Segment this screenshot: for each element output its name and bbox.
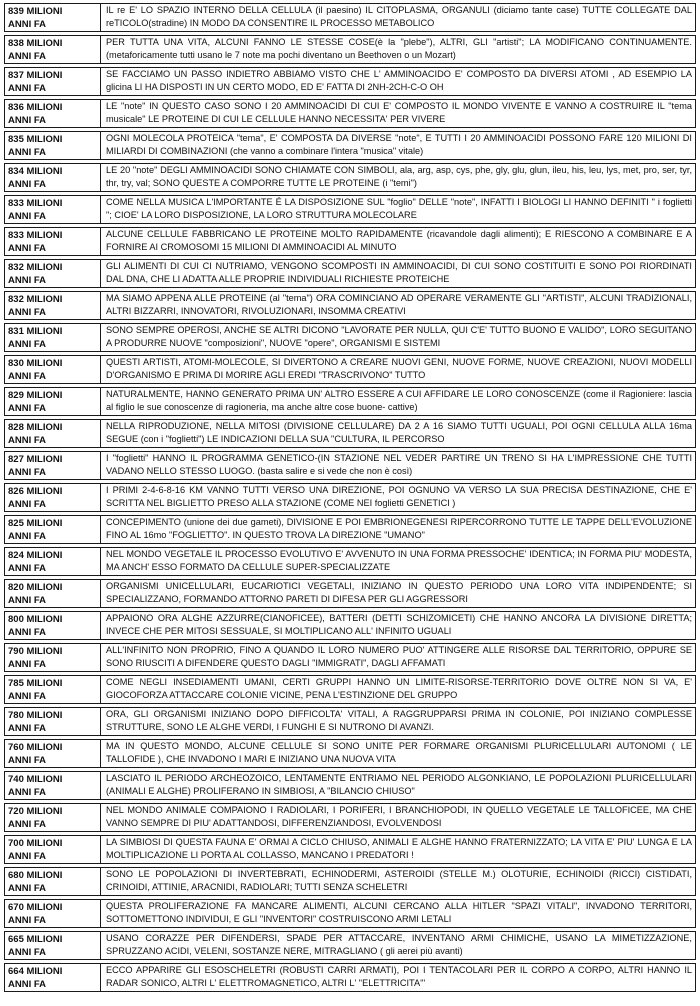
table-row [4, 99, 696, 128]
description-cell: SONO LE POPOLAZIONI DI INVERTEBRATI, ECHINODERMI, ASTEROIDI (STELLE M.) OLOTURIE, ECHINOIDI (RICCI) CISTIDATI, CRINOIDI, ATTINIE, ARACNIDI, RADIOLARI; TUTTI SENZA SCHELETRI [106, 869, 692, 893]
table-row [4, 643, 696, 672]
date-unit: ANNI FA [8, 147, 46, 158]
date-unit: ANNI FA [8, 691, 46, 702]
date-unit: ANNI FA [8, 883, 46, 894]
date-unit: ANNI FA [8, 627, 46, 638]
date-cell [5, 548, 101, 575]
description-cell: COME NELLA MUSICA L'IMPORTANTE É LA DISPOSIZIONE SUL "foglio" DELLE "note", INFATTI I BIOLOGI LI HANNO DEFINITI " i foglietti "; CIOE' LA LORO DISPOSIZIONE, LA LORO STRUTTURA MOLECOLARE [106, 197, 692, 221]
table-row [4, 419, 696, 448]
date-unit: ANNI FA [8, 403, 46, 414]
date-unit: ANNI FA [8, 819, 46, 830]
date-unit: ANNI FA [8, 211, 46, 222]
date-cell [5, 932, 101, 959]
date-unit: ANNI FA [8, 435, 46, 446]
description-cell: ALL'INFINITO NON PROPRIO, FINO A QUANDO IL LORO NUMERO PUO' ATTINGERE ALLE RISORSE DAL TERRITORIO, OPPURE SE SONO RIUSCITI A DIFENDERE QUESTO DAGLI "IMMIGRATI", DAGLI AFFAMATI [106, 645, 692, 669]
date-value: 832 MILIONI [8, 262, 63, 273]
date-cell [5, 708, 101, 735]
date-unit: ANNI FA [8, 659, 46, 670]
date-value: 833 MILIONI [8, 198, 63, 209]
table-row [4, 227, 696, 256]
table-row [4, 707, 696, 736]
table-row [4, 35, 696, 64]
date-value: 834 MILIONI [8, 166, 63, 177]
date-value: 830 MILIONI [8, 358, 63, 369]
date-value: 828 MILIONI [8, 422, 63, 433]
description-cell: APPAIONO ORA ALGHE AZZURRE(CIANOFICEE), BATTERI (DETTI SCHIZOMICETI) CHE HANNO ANCORA LA DIVISIONE DIRETTA; INVECE CHE PER MITOSI SESSUALE, SI MOLTIPLICANO ALL' INFINITO UGUALI [106, 613, 692, 637]
description-cell: PER TUTTA UNA VITA, ALCUNI FANNO LE STESSE COSE(è la "plebe"), ALTRI, GLI "artisti"; LA MODIFICANO CONTINUAMENTE. (metaforicamente tutti usano le 7 note ma pochi diventano un Beethoven o un Mozart) [106, 37, 692, 61]
date-value: 824 MILIONI [8, 550, 63, 561]
date-cell [5, 580, 101, 607]
description-cell: OGNI MOLECOLA PROTEICA "tema", E' COMPOSTA DA DIVERSE "note", E TUTTI I 20 AMMINOACIDI POSSONO FARE 120 MILIONI DI MILIARDI DI COMBINAZIONI (che vanno a combinare l'intera "musica" vitale) [106, 133, 692, 157]
date-cell [5, 356, 101, 383]
description-cell: ECCO APPARIRE GLI ESOSCHELETRI (ROBUSTI CARRI ARMATI), POI I TENTACOLARI PER IL CORPO A CORPO, ALTRI HANNO IL RADAR SONICO, ALTRI L' ELETTROMAGNETICO, ALTRI L' "ELETTRICITA'" [106, 965, 692, 989]
table-row [4, 803, 696, 832]
date-value: 740 MILIONI [8, 774, 63, 785]
date-cell [5, 772, 101, 799]
description-cell: LASCIATO IL PERIODO ARCHEOZOICO, LENTAMENTE ENTRIAMO NEL PERIODO ALGONKIANO, LE POPOLAZIONI PLURICELLULARI (ANIMALI E ALGHE) PROLIFERANO IN SIMBIOSI, A "BILANCIO CHIUSO" [106, 773, 692, 797]
date-unit: ANNI FA [8, 83, 46, 94]
table-row [4, 355, 696, 384]
date-value: 720 MILIONI [8, 806, 63, 817]
date-unit: ANNI FA [8, 723, 46, 734]
table-row [4, 515, 696, 544]
date-unit: ANNI FA [8, 51, 46, 62]
description-cell: NEL MONDO ANIMALE COMPAIONO I RADIOLARI, I PORIFERI, I BRANCHIOPODI, IN QUELLO VEGETALE LE TALLOFICEE, MA CHE VANNO SEMPRE DI PIU' ADATTANDOSI, DIFFERENZIANDOSI, EVOLVENDOSI [106, 805, 692, 829]
date-value: 790 MILIONI [8, 646, 63, 657]
date-unit: ANNI FA [8, 243, 46, 254]
date-cell [5, 452, 101, 479]
date-cell [5, 612, 101, 639]
date-unit: ANNI FA [8, 19, 46, 30]
description-cell: LA SIMBIOSI DI QUESTA FAUNA E' ORMAI A CICLO CHIUSO, ANIMALI E ALGHE HANNO FRATERNIZZATO; LA VITA E' PIU' LUNGA E LA MOLTIPLICAZIONE LI PORTA AL COLLASSO, MANCANO I PREDATORI ! [106, 837, 692, 861]
date-unit: ANNI FA [8, 947, 46, 958]
date-value: 839 MILIONI [8, 6, 63, 17]
date-cell [5, 900, 101, 927]
date-value: 780 MILIONI [8, 710, 63, 721]
table-row [4, 291, 696, 320]
date-value: 833 MILIONI [8, 230, 63, 241]
table-row [4, 451, 696, 480]
description-cell: ALCUNE CELLULE FABBRICANO LE PROTEINE MOLTO RAPIDAMENTE (ricavandole dagli alimenti); E RIESCONO A COMBINARE E A FORNIRE AI CROMOSOMI 15 MILIONI DI AMMINOACIDI AL MINUTO [106, 229, 692, 253]
date-cell [5, 644, 101, 671]
date-value: 664 MILIONI [8, 966, 63, 977]
date-cell [5, 740, 101, 767]
description-cell: CONCEPIMENTO (unione dei due gameti), DIVISIONE E POI EMBRIONEGENESI RIPERCORRONO TUTTE LE TAPPE DELL'EVOLUZIONE FINO AL 16mo "FOGLIETTO". IN QUESTO TROVA LA DIREZIONE "UMANO" [106, 517, 692, 541]
date-unit: ANNI FA [8, 179, 46, 190]
date-unit: ANNI FA [8, 275, 46, 286]
description-cell: MA IN QUESTO MONDO, ALCUNE CELLULE SI SONO UNITE PER FORMARE ORGANISMI PLURICELLULARI AUTONOMI ( LE TALLOFIDE ), CHE INVADONO I MARI E INIZIANO UNA NUOVA VITA [106, 741, 692, 765]
date-unit: ANNI FA [8, 755, 46, 766]
date-unit: ANNI FA [8, 979, 46, 990]
table-row [4, 3, 696, 32]
date-cell [5, 292, 101, 319]
date-value: 680 MILIONI [8, 870, 63, 881]
date-cell [5, 516, 101, 543]
date-value: 760 MILIONI [8, 742, 63, 753]
description-cell: SE FACCIAMO UN PASSO INDIETRO ABBIAMO VISTO CHE L' AMMINOACIDO E' COMPOSTO DA DIVERSI ATOMI , AD ESEMPIO LA glicina LI HA DISPOSTI IN UN CERTO MODO, ED E' FATTA DI 2NH-2CH-C-O OH [106, 69, 692, 93]
date-cell [5, 324, 101, 351]
date-cell [5, 164, 101, 191]
table-row [4, 259, 696, 288]
date-unit: ANNI FA [8, 499, 46, 510]
date-unit: ANNI FA [8, 115, 46, 126]
date-value: 831 MILIONI [8, 326, 63, 337]
table-row [4, 387, 696, 416]
table-row [4, 675, 696, 704]
date-value: 820 MILIONI [8, 582, 63, 593]
date-unit: ANNI FA [8, 339, 46, 350]
description-cell: COME NEGLI INSEDIAMENTI UMANI, CERTI GRUPPI HANNO UN LIMITE-RISORSE-TERRITORIO DOVE OLTRE NON SI VA, E' GIOCOFORZA ATTACCARE COLONIE VICINE, PENA L'ESTINZIONE DEL GRUPPO [106, 677, 692, 701]
date-unit: ANNI FA [8, 531, 46, 542]
date-cell [5, 388, 101, 415]
table-row [4, 579, 696, 608]
date-cell [5, 100, 101, 127]
description-cell: LE "note" IN QUESTO CASO SONO I 20 AMMINOACIDI DI CUI E' COMPOSTO IL MONDO VIVENTE E VANNO A COSTRUIRE IL "tema musicale" LE PROTEINE DI CUI LE CELLULE HANNO NECESSITA' PER VIVERE [106, 101, 692, 125]
date-cell [5, 964, 101, 991]
date-value: 838 MILIONI [8, 38, 63, 49]
table-row [4, 483, 696, 512]
table-row [4, 67, 696, 96]
description-cell: I PRIMI 2-4-6-8-16 KM VANNO TUTTI VERSO UNA DIREZIONE, POI OGNUNO VA VERSO LA SUA PRECISA DESTINAZIONE, CHE E' SCRITTA NEL BIGLIETTO PRESO ALLA STAZIONE (COME NEI foglietti GENETICI ) [106, 485, 692, 509]
date-cell [5, 4, 101, 31]
date-value: 826 MILIONI [8, 486, 63, 497]
description-cell: QUESTA PROLIFERAZIONE FA MANCARE ALIMENTI, ALCUNI CERCANO ALLA HITLER "SPAZI VITALI", INVADONO TERRITORI, SOTTOMETTONO INDIVIDUI, E GLI "INVENTORI" COSTRUISCONO ARMI LETALI [106, 901, 692, 925]
description-cell: MA SIAMO APPENA ALLE PROTEINE (al "tema") ORA COMINCIANO AD OPERARE VERAMENTE GLI "ARTISTI", ALCUNI TRADIZIONALI, ALTRI BIZZARRI, INNOVATORI, RIVOLUZIONARI, INSOMMA CREATIVI [106, 293, 692, 317]
date-value: 800 MILIONI [8, 614, 63, 625]
date-value: 825 MILIONI [8, 518, 63, 529]
table-row [4, 611, 696, 640]
date-cell [5, 260, 101, 287]
date-value: 700 MILIONI [8, 838, 63, 849]
description-cell: USANO CORAZZE PER DIFENDERSI, SPADE PER ATTACCARE, INVENTANO ARMI CHIMICHE, USANO LA MIMETIZZAZIONE, SPRUZZANO ACIDI, VELENI, SOSTANZE NERE, MITRAGLIANO ( gli aerei più avanti) [106, 933, 692, 957]
date-cell [5, 420, 101, 447]
date-cell [5, 36, 101, 63]
description-cell: ORA, GLI ORGANISMI INIZIANO DOPO DIFFICOLTA' VITALI, A RAGGRUPPARSI PRIMA IN COLONIE, POI INIZIANO COMPLESSE STRUTTURE, SONO LE ALGHE VERDI, I FUNGHI E SI NUTRONO DI AVANZI. [106, 709, 692, 733]
table-row [4, 739, 696, 768]
date-unit: ANNI FA [8, 787, 46, 798]
table-row [4, 771, 696, 800]
description-cell: NATURALMENTE, HANNO GENERATO PRIMA UN' ALTRO ESSERE A CUI AFFIDARE LE LORO CONOSCENZE (come il Ragioniere: lascia al figlio le sue conoscenze di ragioneria, ma anche altre cose buone- cattive) [106, 389, 692, 413]
description-cell: NELLA RIPRODUZIONE, NELLA MITOSI (DIVISIONE CELLULARE) DA 2 A 16 SIAMO TUTTI UGUALI, POI OGNI CELLULA ALLA 16ma SEGUE (con i "foglietti") LE INDICAZIONI DELLA SUA "CULTURA, IL PERCORSO [106, 421, 692, 445]
table-row [4, 547, 696, 576]
date-unit: ANNI FA [8, 595, 46, 606]
date-unit: ANNI FA [8, 371, 46, 382]
timeline-table [4, 3, 696, 995]
description-cell: LE 20 "note" DEGLI AMMINOACIDI SONO CHIAMATE CON SIMBOLI, ala, arg, asp, cys, phe, gly, glu, glun, ileu, his, leu, lys, met, pro, ser, tyr, thr, try, val; SONO QUESTE A COMPORRE TUTTE LE PROTEINE (i "temi") [106, 165, 692, 189]
date-value: 785 MILIONI [8, 678, 63, 689]
date-value: 832 MILIONI [8, 294, 63, 305]
description-cell: SONO SEMPRE OPEROSI, ANCHE SE ALTRI DICONO "LAVORATE PER NULLA, QUI C'E' TUTTO BUONO E VALIDO", LORO SEGUITANO A PRODURRE NUOVE "composizioni", NUOVE "opere", ORGANISMI E SISTEMI [106, 325, 692, 349]
date-cell [5, 228, 101, 255]
table-row [4, 323, 696, 352]
table-row [4, 899, 696, 928]
date-cell [5, 676, 101, 703]
description-cell: I "foglietti" HANNO IL PROGRAMMA GENETICO-(IN STAZIONE NEL VEDER PARTIRE UN TRENO SI HA L'IMPRESSIONE CHE TUTTI VADANO NELLO STESSO LUOGO. (basta salire e si vede che non è così) [106, 453, 692, 477]
date-value: 837 MILIONI [8, 70, 63, 81]
date-value: 827 MILIONI [8, 454, 63, 465]
date-value: 670 MILIONI [8, 902, 63, 913]
table-row [4, 963, 696, 992]
date-cell [5, 868, 101, 895]
date-cell [5, 804, 101, 831]
description-cell: GLI ALIMENTI DI CUI CI NUTRIAMO, VENGONO SCOMPOSTI IN AMMINOACIDI, DI CUI SONO COSTITUITI E SONO POI RIORDINATI DAL DNA, CHE LI ADATTA ALLE PROPRIE INDIVIDUALI RICHIESTE PROTEICHE [106, 261, 692, 285]
table-row [4, 131, 696, 160]
description-cell: NEL MONDO VEGETALE IL PROCESSO EVOLUTIVO E' AVVENUTO IN UNA FORMA PRESSOCHE' IDENTICA; IN FORMA PIU' MODESTA, MA ANCH' ESSO FORMATO DA CELLULE SUPER-SPECIALIZZATE [106, 549, 692, 573]
date-value: 829 MILIONI [8, 390, 63, 401]
date-unit: ANNI FA [8, 563, 46, 574]
date-cell [5, 196, 101, 223]
table-row [4, 867, 696, 896]
table-row [4, 195, 696, 224]
date-cell [5, 132, 101, 159]
date-cell [5, 484, 101, 511]
table-row [4, 835, 696, 864]
date-value: 665 MILIONI [8, 934, 63, 945]
date-unit: ANNI FA [8, 467, 46, 478]
date-cell [5, 68, 101, 95]
date-unit: ANNI FA [8, 307, 46, 318]
description-cell: ORGANISMI UNICELLULARI, EUCARIOTICI VEGETALI, INIZIANO IN QUESTO PERIODO UNA LORO VITA INDIPENDENTE; SI SPECIALIZZANO, FORMANDO ATTORNO PARETI DI DIFESA PER GLI AGGRESSORI [106, 581, 692, 605]
date-unit: ANNI FA [8, 851, 46, 862]
date-value: 836 MILIONI [8, 102, 63, 113]
table-row [4, 931, 696, 960]
description-cell: IL re E' LO SPAZIO INTERNO DELLA CELLULA (il paesino) IL CITOPLASMA, ORGANULI (diciamo tante case) TUTTE COLLEGATE DAL reTICOLO(stradine) IN MODO DA CONSENTIRE IL PROCESSO METABOLICO [106, 5, 692, 29]
table-row [4, 163, 696, 192]
date-cell [5, 836, 101, 863]
date-value: 835 MILIONI [8, 134, 63, 145]
description-cell: QUESTI ARTISTI, ATOMI-MOLECOLE, SI DIVERTONO A CREARE NUOVI GENI, NUOVE FORME, NUOVE CREAZIONI, NUOVI MODELLI D'ORGANISMO E PRIMA DI MORIRE AGLI EREDI "TRASCRIVONO" TUTTO [106, 357, 692, 381]
date-unit: ANNI FA [8, 915, 46, 926]
